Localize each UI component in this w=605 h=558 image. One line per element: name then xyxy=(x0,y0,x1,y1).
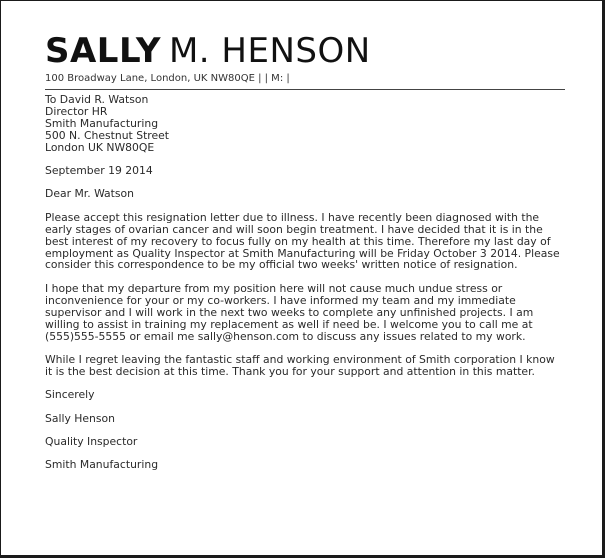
signer-title: Quality Inspector xyxy=(45,435,138,449)
recipient-line: Director HR xyxy=(45,104,108,118)
recipient-line: London UK NW80QE xyxy=(45,140,155,154)
valediction: Sincerely xyxy=(45,388,95,402)
sender-contact-line: 100 Broadway Lane, London, UK NW80QE | | M: | xyxy=(45,73,290,84)
sender-rest-name: M. HENSON xyxy=(168,31,371,71)
signer-company: Smith Manufacturing xyxy=(45,458,159,472)
recipient-line: Smith Manufacturing xyxy=(45,116,159,130)
salutation: Dear Mr. Watson xyxy=(45,187,134,201)
header-divider xyxy=(45,89,565,90)
sender-first-name: SALLY xyxy=(45,31,161,71)
body-paragraph: I hope that my departure from my position here will not cause much undue stress or inconvenience for your or my co-workers. I have informed my team and my immediate supervisor and I will work in the next two weeks to complete any unfinished projects. I am willing to assist in training my replacement as well if need be. I welcome you to call me at (555)555-5555 or email me sally@henson.com to discuss any issues related to my work. xyxy=(45,281,534,343)
signer-name: Sally Henson xyxy=(45,411,115,425)
body-paragraph: While I regret leaving the fantastic staff and working environment of Smith corporation I know it is the best decision at this time. Thank you for your support and attention in this matter. xyxy=(45,352,555,378)
body-paragraph: Please accept this resignation letter due to illness. I have recently been diagnosed with the early stages of ovarian cancer and will soon begin treatment. I have decided that it is in the best interest of my recovery to focus fully on my health at this time. Therefore my last day of employment as Quality Inspector at Smith Manufacturing will be Friday October 3 2014. Please consider this correspondence to be my official two weeks' written notice of resignation. xyxy=(45,210,560,272)
recipient-line: To David R. Watson xyxy=(45,93,149,106)
sender-name xyxy=(45,31,565,71)
recipient-line: 500 N. Chestnut Street xyxy=(45,128,170,142)
recipient-address xyxy=(45,94,565,154)
closing-block xyxy=(45,389,565,471)
letter-date: September 19 2014 xyxy=(45,164,153,178)
letterhead xyxy=(45,31,565,90)
letter-body xyxy=(45,94,565,483)
